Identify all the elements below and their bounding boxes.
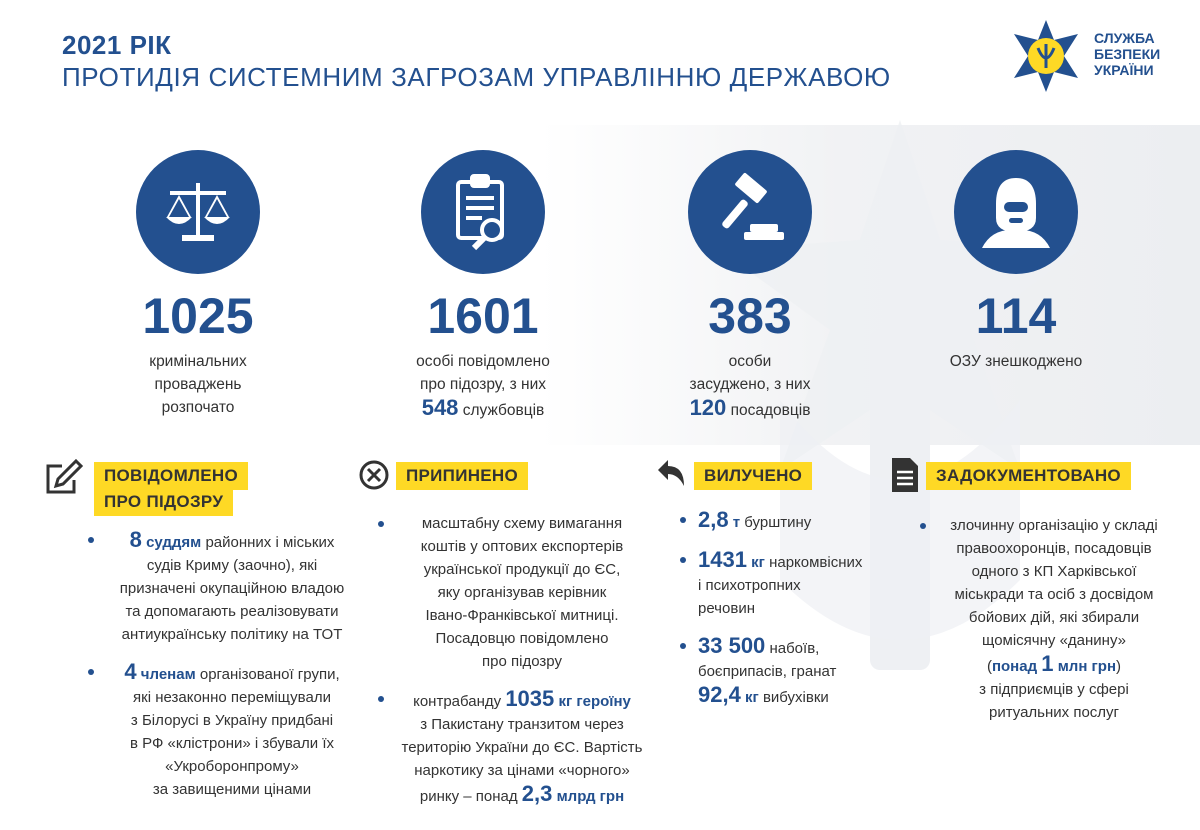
item-unit: млрд грн (556, 788, 625, 805)
clipboard-search-icon (421, 150, 545, 274)
return-arrow-icon (654, 456, 688, 490)
item-number: 33 500 (698, 633, 766, 658)
tag-notified: ПОВІДОМЛЕНО (94, 462, 248, 490)
item-unit: млн грн (1057, 658, 1117, 675)
item-text: набоїв, (769, 640, 820, 657)
item-text: які незаконно переміщували (133, 689, 331, 706)
stat-value: 383 (708, 288, 792, 344)
item-text: ринку – понад (419, 788, 518, 805)
item-number: 2,8 (698, 507, 729, 532)
tag-stopped: ПРИПИНЕНО (396, 462, 528, 490)
item-unit: т (732, 514, 741, 531)
item-text: Посадовцю повідомлено (435, 630, 609, 647)
item-text: боєприпасів, гранат (698, 663, 837, 680)
stat-value: 1025 (142, 288, 254, 344)
item-text: з підприємців у сфері (979, 681, 1129, 698)
item-text: вибухівки (762, 689, 829, 706)
stat-criminal-proceedings (78, 150, 318, 419)
item-text: призначені окупаційною владою (119, 580, 345, 597)
item-text: про підозру (482, 653, 562, 670)
item-text: бойових дій, які збирали (968, 609, 1140, 626)
list-item (88, 660, 358, 801)
item-text: понад (991, 658, 1038, 675)
ssu-logo (1008, 18, 1188, 98)
item-text: антиукраїнську політику на ТОТ (121, 626, 343, 643)
list-item (378, 512, 648, 673)
list-item (680, 548, 910, 620)
logo-line-2: БЕЗПЕКИ (1094, 46, 1161, 62)
item-unit: членам (140, 666, 196, 683)
item-text: масштабну схему вимагання (421, 515, 623, 532)
item-text: судів Криму (заочно), які (146, 557, 318, 574)
stat-label-line: проваджень (154, 376, 242, 393)
item-text: наркомвісних (769, 554, 863, 571)
item-text: контрабанду (413, 693, 502, 710)
item-number: 1035 (505, 686, 555, 711)
stat-label-line: про підозру, з них (419, 376, 546, 393)
item-text: і психотропних (698, 577, 801, 594)
stat-convicted (630, 150, 870, 422)
item-number: 1431 (698, 547, 747, 572)
stat-value: 114 (975, 288, 1057, 344)
item-text: з Пакистану транзитом через (420, 716, 624, 733)
item-text: ) (1116, 658, 1122, 675)
stat-label-line: розпочато (161, 399, 235, 416)
stat-label-line: засуджено, з них (689, 376, 811, 393)
item-number: 4 (124, 659, 137, 684)
item-text: Івано-Франківської митниці. (425, 607, 619, 624)
stat-label-line: особи (728, 353, 772, 370)
item-text: щомісячну «данину» (982, 632, 1126, 649)
item-text: міськради та осіб з досвідом (954, 586, 1154, 603)
section-stopped-list (378, 512, 648, 822)
item-number: 1 (1041, 651, 1054, 676)
section-seized-list (680, 508, 910, 723)
item-text: коштів у оптових експортерів (420, 538, 624, 555)
item-unit: кг (751, 554, 765, 571)
item-text: з Білорусі в Україну придбані (130, 712, 334, 729)
edit-icon (46, 458, 84, 496)
section-documented-list (920, 514, 1170, 738)
list-item (920, 514, 1170, 724)
item-unit: суддям (146, 534, 202, 551)
item-number: 2,3 (521, 781, 553, 806)
logo-line-3: УКРАЇНИ (1094, 62, 1154, 78)
stat-sub-text: посадовців (730, 402, 811, 419)
item-text: бурштину (744, 514, 812, 531)
tag-documented: ЗАДОКУМЕНТОВАНО (926, 462, 1131, 490)
item-text: територію України до ЄС. Вартість (401, 739, 643, 756)
item-text: правоохоронців, посадовців (956, 540, 1152, 557)
scales-icon (136, 150, 260, 274)
cancel-icon (358, 459, 390, 491)
item-number: 92,4 (698, 682, 741, 707)
list-item (88, 528, 358, 646)
item-text: наркотику за цінами «чорного» (414, 762, 630, 779)
list-item (680, 634, 910, 709)
stat-value: 1601 (427, 288, 539, 344)
item-text: в РФ «клістрони» і збували їх (129, 735, 334, 752)
stat-label-line: ОЗУ знешкоджено (949, 353, 1083, 370)
stat-label-line: особі повідомлено (416, 353, 550, 370)
ssu-shield-icon (1008, 18, 1084, 94)
stat-ozu-neutralized (896, 150, 1136, 373)
item-text: «Укроборонпрому» (165, 758, 299, 775)
stat-suspects (363, 150, 603, 422)
item-text: за завищеними цінами (152, 781, 312, 798)
page-title: ПРОТИДІЯ СИСТЕМНИМ ЗАГРОЗАМ УПРАВЛІННЮ ДЕРЖАВОЮ (62, 62, 891, 92)
stat-label-line: кримінальних (149, 353, 247, 370)
list-item (378, 687, 648, 808)
item-text: та допомагають реалізовувати (125, 603, 339, 620)
tag-of-suspicion: ПРО ПІДОЗРУ (94, 488, 233, 516)
item-number: 8 (129, 527, 142, 552)
stat-sub-text: службовців (462, 402, 545, 419)
item-text: злочинну організацію у складі (950, 517, 1158, 534)
item-text: української продукції до ЄС, (423, 561, 621, 578)
item-text: організованої групи, (199, 666, 340, 683)
item-text: районних і міських (205, 534, 335, 551)
stat-sub-number: 548 (421, 395, 459, 420)
balaclava-icon (954, 150, 1078, 274)
item-text: ( (986, 658, 992, 675)
logo-line-1: СЛУЖБА (1094, 30, 1155, 46)
section-notified-list (88, 528, 358, 815)
item-unit: кг героїну (558, 693, 631, 710)
document-icon (890, 456, 920, 494)
tag-seized: ВИЛУЧЕНО (694, 462, 812, 490)
list-item (680, 508, 910, 534)
item-text: ритуальних послуг (988, 704, 1120, 721)
item-unit: кг (745, 689, 759, 706)
item-text: яку організував керівник (437, 584, 607, 601)
page-year: 2021 РІК (62, 30, 172, 60)
stat-sub-number: 120 (689, 395, 727, 420)
item-text: речовин (698, 600, 755, 617)
gavel-icon (688, 150, 812, 274)
item-text: одного з КП Харківської (971, 563, 1137, 580)
